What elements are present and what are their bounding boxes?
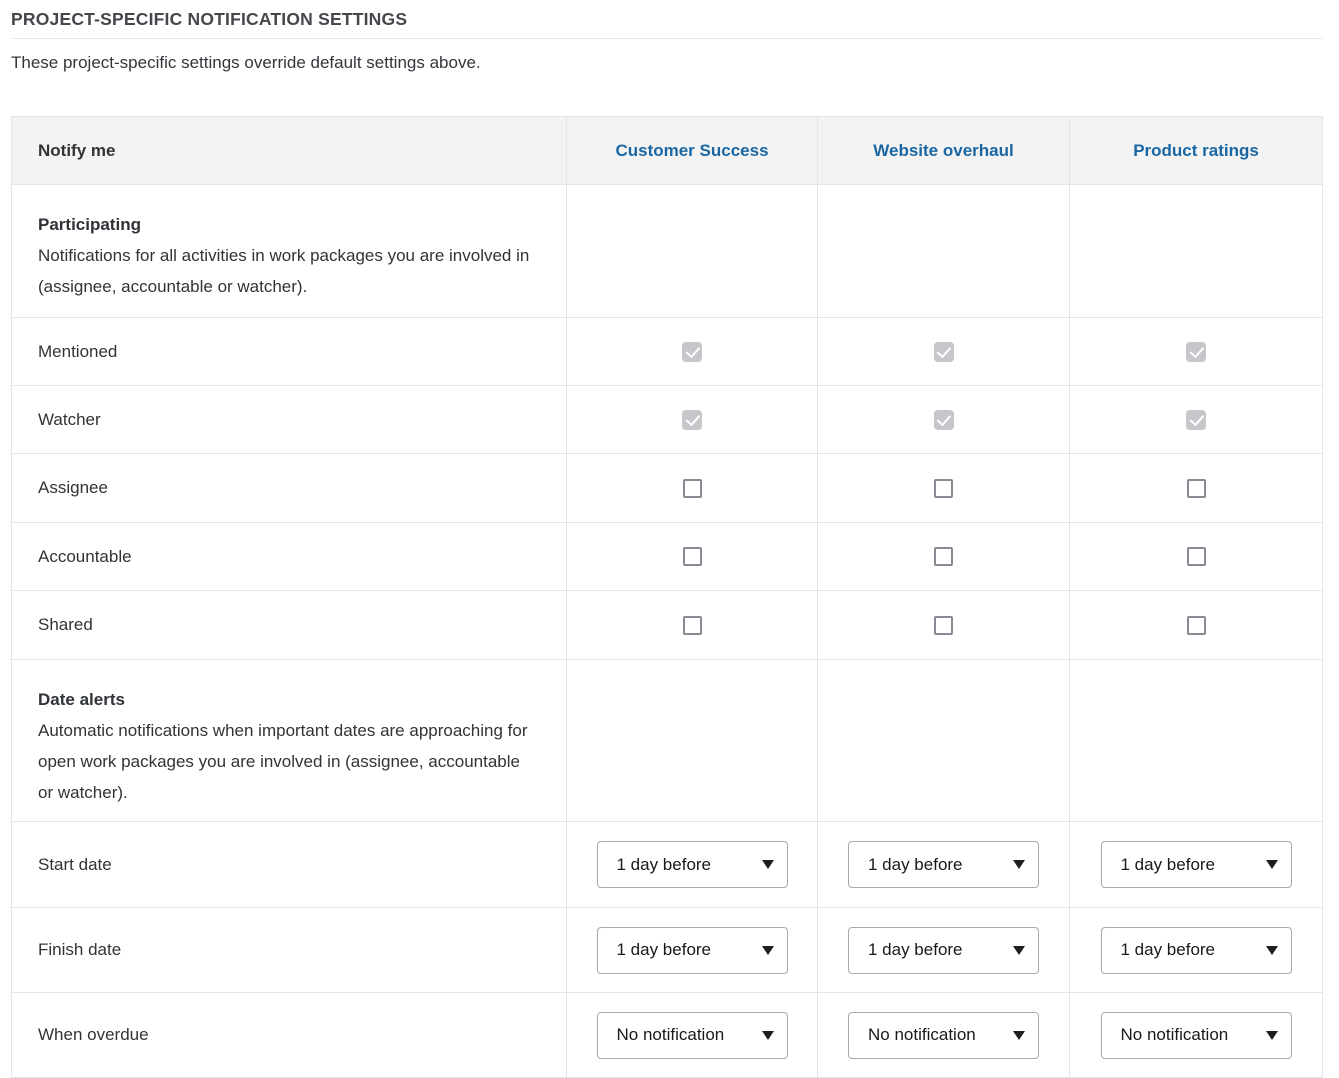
accountable-website-overhaul-cell xyxy=(818,523,1070,591)
table-row-finish-date xyxy=(12,908,1323,993)
select-value: 1 day before xyxy=(616,940,712,959)
dropdown-caret-icon xyxy=(1266,860,1278,869)
table-row-watcher xyxy=(12,386,1323,454)
select-value: 1 day before xyxy=(868,940,963,959)
row-label-assignee: Assignee xyxy=(12,454,567,523)
date-alerts-section-cell xyxy=(12,660,567,822)
watcher-customer-success-checkbox xyxy=(682,410,702,430)
assignee-website-overhaul-cell xyxy=(818,454,1070,523)
section-row-participating xyxy=(12,185,1323,318)
dropdown-caret-icon xyxy=(1013,946,1025,955)
watcher-product-ratings-checkbox xyxy=(1186,410,1206,430)
dropdown-caret-icon xyxy=(1266,1031,1278,1040)
mentioned-customer-success-cell xyxy=(567,318,818,386)
dropdown-caret-icon xyxy=(762,860,774,869)
table-row-assignee xyxy=(12,454,1323,523)
accountable-product-ratings-cell xyxy=(1070,523,1323,591)
dropdown-caret-icon xyxy=(1266,946,1278,955)
row-label-shared: Shared xyxy=(12,591,567,660)
empty-cell xyxy=(567,660,818,822)
project-header-product-ratings: Product ratings xyxy=(1070,117,1323,185)
select-value: 1 day before xyxy=(1120,854,1216,874)
start-date-product-ratings-select[interactable] xyxy=(1101,841,1292,888)
row-label-mentioned: Mentioned xyxy=(12,318,567,386)
shared-website-overhaul-cell xyxy=(818,591,1070,660)
watcher-customer-success-cell xyxy=(567,386,818,454)
dropdown-caret-icon xyxy=(762,946,774,955)
section-description-participating: Notifications for all activities in work packages you are involved in (assignee, accountable or watcher). xyxy=(38,246,530,296)
section-title-date-alerts: Date alerts xyxy=(38,690,125,709)
when-overdue-product-ratings-select[interactable] xyxy=(1101,1012,1292,1059)
project-header-customer-success: Customer Success xyxy=(567,117,818,185)
watcher-product-ratings-cell xyxy=(1070,386,1323,454)
when-overdue-product-ratings-cell xyxy=(1070,993,1323,1078)
watcher-website-overhaul-cell xyxy=(818,386,1070,454)
assignee-product-ratings-checkbox[interactable] xyxy=(1187,479,1206,498)
project-notification-table xyxy=(11,116,1323,1078)
select-value: No notification xyxy=(1120,1025,1229,1044)
finish-date-website-overhaul-select[interactable] xyxy=(848,927,1039,974)
select-value: 1 day before xyxy=(616,854,712,874)
when-overdue-website-overhaul-cell xyxy=(818,993,1070,1078)
assignee-website-overhaul-checkbox[interactable] xyxy=(934,479,953,498)
empty-cell xyxy=(818,660,1070,822)
when-overdue-customer-success-cell xyxy=(567,993,818,1078)
select-value: 1 day before xyxy=(1120,940,1216,959)
shared-website-overhaul-checkbox[interactable] xyxy=(934,616,953,635)
accountable-website-overhaul-checkbox[interactable] xyxy=(934,547,953,566)
page-title: PROJECT-SPECIFIC NOTIFICATION SETTINGS xyxy=(11,0,1322,39)
empty-cell xyxy=(818,185,1070,318)
dropdown-caret-icon xyxy=(1013,860,1025,869)
mentioned-customer-success-checkbox xyxy=(682,342,702,362)
finish-date-customer-success-select[interactable] xyxy=(597,927,788,974)
row-label-accountable: Accountable xyxy=(12,523,567,591)
assignee-customer-success-cell xyxy=(567,454,818,523)
table-row-shared xyxy=(12,591,1323,660)
shared-product-ratings-checkbox[interactable] xyxy=(1187,616,1206,635)
table-row-start-date xyxy=(12,822,1323,908)
mentioned-website-overhaul-checkbox xyxy=(934,342,954,362)
when-overdue-website-overhaul-select[interactable] xyxy=(848,1012,1039,1059)
shared-customer-success-checkbox[interactable] xyxy=(683,616,702,635)
mentioned-website-overhaul-cell xyxy=(818,318,1070,386)
finish-date-product-ratings-select[interactable] xyxy=(1101,927,1292,974)
shared-product-ratings-cell xyxy=(1070,591,1323,660)
section-row-date-alerts xyxy=(12,660,1323,822)
section-description-date-alerts: Automatic notifications when important dates are approaching for open work packages you are involved in (assignee, accountable or watcher). xyxy=(38,721,528,802)
start-date-website-overhaul-select[interactable] xyxy=(848,841,1039,888)
shared-customer-success-cell xyxy=(567,591,818,660)
participating-section-cell xyxy=(12,185,567,318)
empty-cell xyxy=(1070,660,1323,822)
empty-cell xyxy=(1070,185,1323,318)
assignee-product-ratings-cell xyxy=(1070,454,1323,523)
finish-date-customer-success-cell xyxy=(567,908,818,993)
dropdown-caret-icon xyxy=(1013,1031,1025,1040)
start-date-customer-success-cell xyxy=(567,822,818,908)
table-row-accountable xyxy=(12,523,1323,591)
project-header-website-overhaul: Website overhaul xyxy=(818,117,1070,185)
section-title-participating: Participating xyxy=(38,215,141,234)
accountable-customer-success-cell xyxy=(567,523,818,591)
table-row-when-overdue xyxy=(12,993,1323,1078)
page-subtitle: These project-specific settings override default settings above. xyxy=(11,53,481,72)
notify-me-header: Notify me xyxy=(12,117,567,185)
accountable-customer-success-checkbox[interactable] xyxy=(683,547,702,566)
start-date-product-ratings-cell xyxy=(1070,822,1323,908)
empty-cell xyxy=(567,185,818,318)
select-value: No notification xyxy=(616,1025,725,1044)
table-header-row xyxy=(12,117,1323,185)
when-overdue-customer-success-select[interactable] xyxy=(597,1012,788,1059)
mentioned-product-ratings-cell xyxy=(1070,318,1323,386)
row-label-finish-date: Finish date xyxy=(12,908,567,993)
start-date-customer-success-select[interactable] xyxy=(597,841,788,888)
watcher-website-overhaul-checkbox xyxy=(934,410,954,430)
row-label-watcher: Watcher xyxy=(12,386,567,454)
table-row-mentioned xyxy=(12,318,1323,386)
finish-date-product-ratings-cell xyxy=(1070,908,1323,993)
select-value: No notification xyxy=(868,1025,976,1044)
start-date-website-overhaul-cell xyxy=(818,822,1070,908)
row-label-start-date: Start date xyxy=(12,822,567,908)
assignee-customer-success-checkbox[interactable] xyxy=(683,479,702,498)
dropdown-caret-icon xyxy=(762,1031,774,1040)
row-label-when-overdue: When overdue xyxy=(12,993,567,1078)
select-value: 1 day before xyxy=(868,854,963,874)
mentioned-product-ratings-checkbox xyxy=(1186,342,1206,362)
finish-date-website-overhaul-cell xyxy=(818,908,1070,993)
accountable-product-ratings-checkbox[interactable] xyxy=(1187,547,1206,566)
